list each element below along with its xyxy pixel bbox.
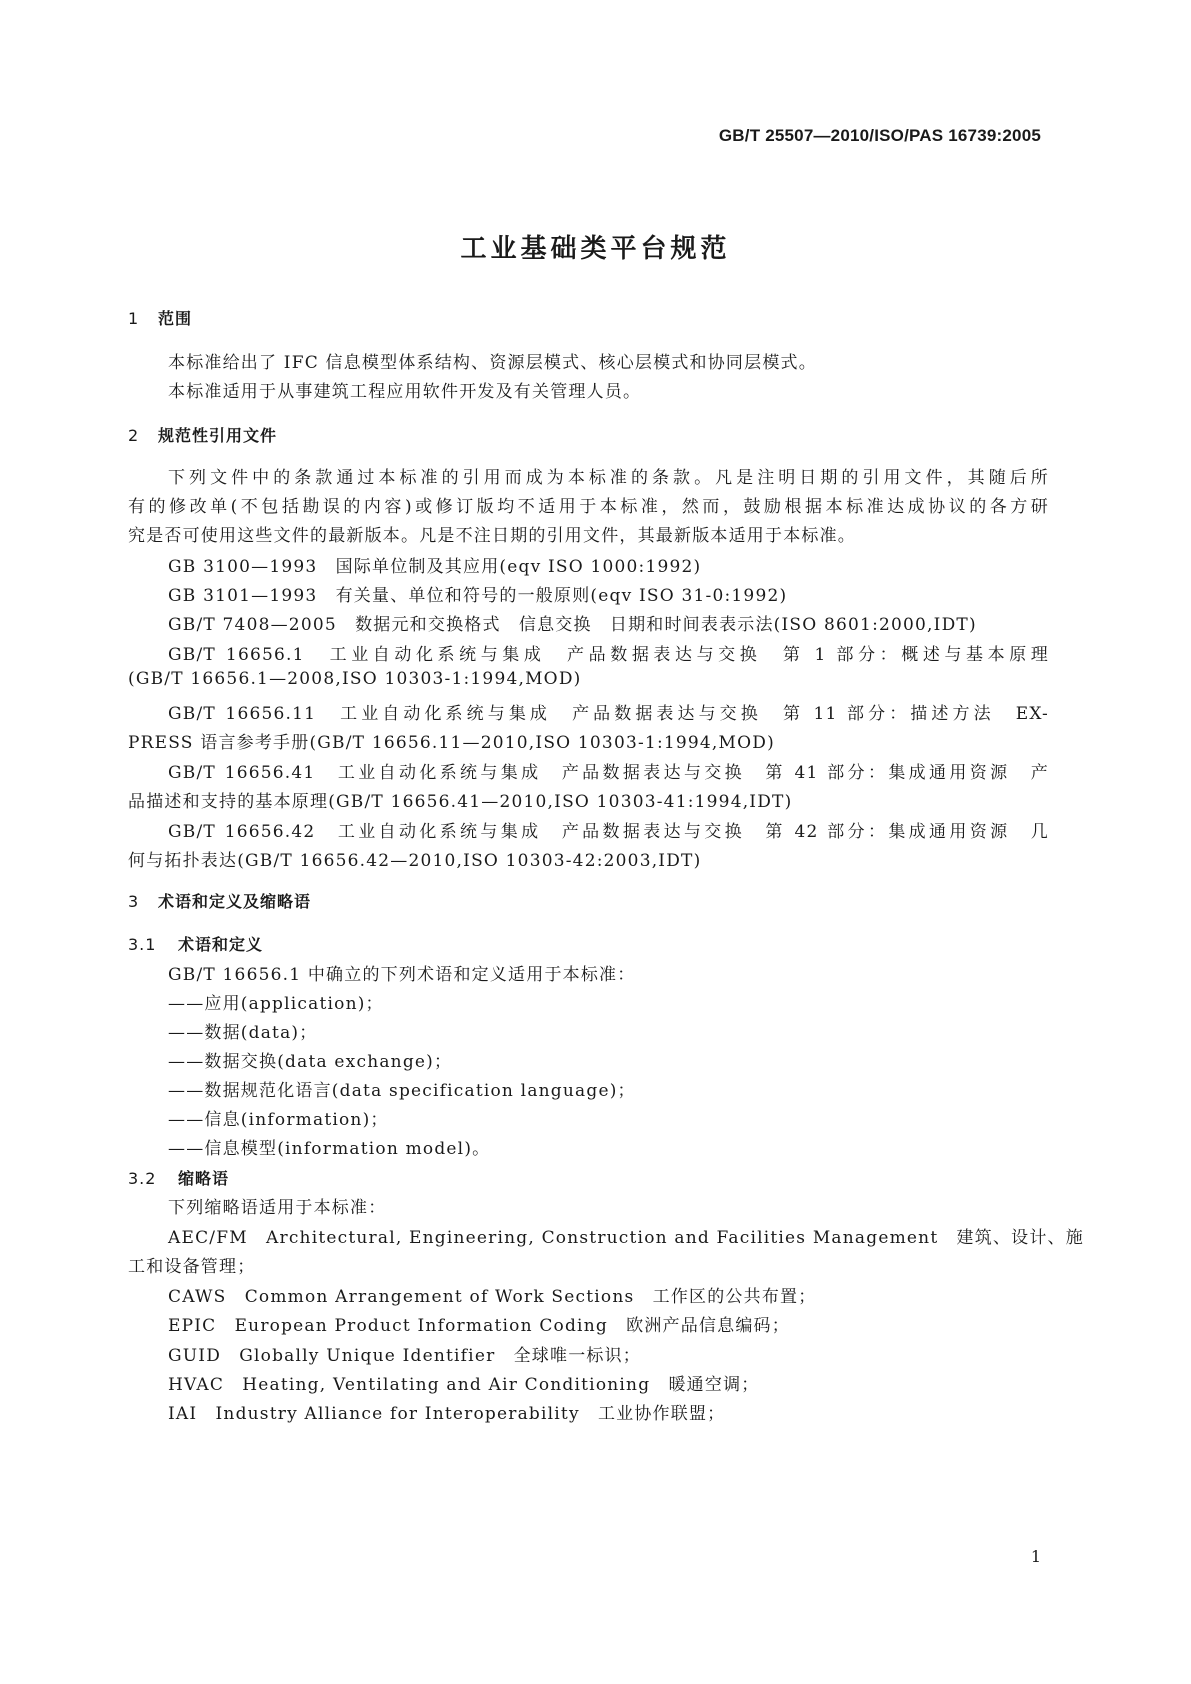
section-number: 3.1 xyxy=(128,935,157,954)
paragraph-line: 究是否可使用这些文件的最新版本。凡是不注日期的引用文件，其最新版本适用于本标准。 xyxy=(128,526,856,546)
paragraph-line: GB/T 16656.1 中确立的下列术语和定义适用于本标准： xyxy=(168,965,636,985)
abbreviation-item: CAWS Common Arrangement of Work Sections 工作区的公共布置； xyxy=(168,1287,817,1307)
section-2-heading xyxy=(128,423,277,446)
section-number: 2 xyxy=(128,426,140,445)
paragraph-line: 有的修改单(不包括勘误的内容)或修订版均不适用于本标准，然而，鼓励根据本标准达成协议的各方研 xyxy=(128,497,1049,517)
page-number: 1 xyxy=(1030,1547,1041,1566)
reference-item: GB 3101—1993 有关量、单位和符号的一般原则(eqv ISO 31-0:1992) xyxy=(168,586,788,606)
abbreviation-item: EPIC European Product Information Coding 欧洲产品信息编码； xyxy=(168,1316,790,1336)
reference-item: GB/T 16656.11 工业自动化系统与集成 产品数据表达与交换 第 11 部分：描述方法 EX- xyxy=(168,704,1049,724)
section-title: 缩略语 xyxy=(178,1169,230,1188)
section-title: 范围 xyxy=(158,309,193,328)
reference-item: GB/T 16656.1 工业自动化系统与集成 产品数据表达与交换 第 1 部分：概述与基本原理 xyxy=(168,645,1049,665)
term-item: ——应用(application)； xyxy=(168,994,384,1014)
reference-item-cont: (GB/T 16656.1—2008,ISO 10303-1:1994,MOD) xyxy=(128,669,582,689)
term-item: ——信息模型(information model)。 xyxy=(168,1139,491,1159)
section-3-2-heading xyxy=(128,1166,229,1189)
section-number: 3 xyxy=(128,892,140,911)
reference-item: GB/T 7408—2005 数据元和交换格式 信息交换 日期和时间表表示法(ISO 8601:2000,IDT) xyxy=(168,615,977,635)
paragraph-line: 本标准给出了 IFC 信息模型体系结构、资源层模式、核心层模式和协同层模式。 xyxy=(168,353,817,373)
term-item: ——数据规范化语言(data specification language)； xyxy=(168,1081,636,1101)
term-item: ——数据交换(data exchange)； xyxy=(168,1052,453,1072)
term-item: ——数据(data)； xyxy=(168,1023,318,1043)
reference-item: GB 3100—1993 国际单位制及其应用(eqv ISO 1000:1992) xyxy=(168,557,702,577)
reference-item-cont: 品描述和支持的基本原理(GB/T 16656.41—2010,ISO 10303-41:1994,IDT) xyxy=(128,792,793,812)
abbreviation-item: GUID Globally Unique Identifier 全球唯一标识； xyxy=(168,1346,642,1366)
reference-item-cont: 何与拓扑表达(GB/T 16656.42—2010,ISO 10303-42:2003,IDT) xyxy=(128,851,702,871)
paragraph-line: 下列缩略语适用于本标准： xyxy=(168,1198,387,1218)
section-1-heading xyxy=(128,306,192,329)
term-item: ——信息(information)； xyxy=(168,1110,389,1130)
reference-item: GB/T 16656.42 工业自动化系统与集成 产品数据表达与交换 第 42 部分：集成通用资源 几 xyxy=(168,822,1049,842)
standard-code: GB/T 25507—2010/ISO/PAS 16739:2005 xyxy=(718,126,1041,145)
paragraph-line: 本标准适用于从事建筑工程应用软件开发及有关管理人员。 xyxy=(168,382,642,402)
paragraph-line: 下列文件中的条款通过本标准的引用而成为本标准的条款。凡是注明日期的引用文件，其随后所 xyxy=(168,468,1049,488)
section-title: 规范性引用文件 xyxy=(158,426,278,445)
section-number: 3.2 xyxy=(128,1169,157,1188)
abbreviation-item: AEC/FM Architectural, Engineering, Construction and Facilities Management 建筑、设计、施 xyxy=(168,1228,1084,1248)
abbreviation-item-cont: 工和设备管理； xyxy=(128,1257,256,1277)
page-title: 工业基础类平台规范 xyxy=(460,234,731,264)
section-title: 术语和定义 xyxy=(178,935,264,954)
section-3-1-heading xyxy=(128,932,263,955)
abbreviation-item: IAI Industry Alliance for Interoperability 工业协作联盟； xyxy=(168,1404,726,1424)
reference-item-cont: PRESS 语言参考手册(GB/T 16656.11—2010,ISO 10303-1:1994,MOD) xyxy=(128,733,775,753)
section-number: 1 xyxy=(128,309,140,328)
abbreviation-item: HVAC Heating, Ventilating and Air Conditioning 暖通空调； xyxy=(168,1375,760,1395)
section-3-heading xyxy=(128,889,311,912)
reference-item: GB/T 16656.41 工业自动化系统与集成 产品数据表达与交换 第 41 部分：集成通用资源 产 xyxy=(168,763,1049,783)
section-title: 术语和定义及缩略语 xyxy=(158,892,312,911)
